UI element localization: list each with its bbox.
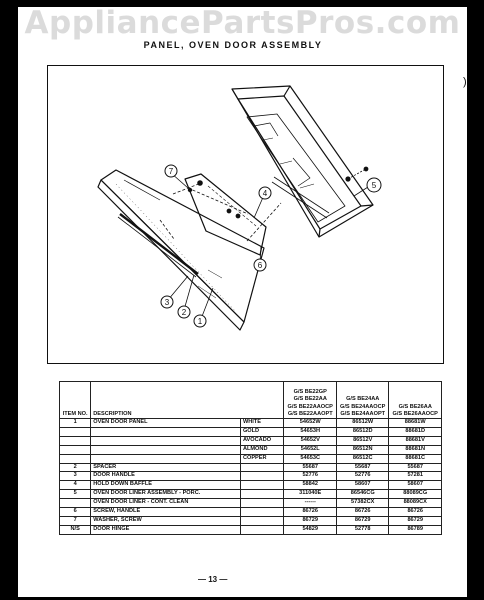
cell-part-be24: 86512V <box>336 436 388 445</box>
table-row <box>60 499 442 508</box>
callout-2 <box>178 306 190 318</box>
cell-item-no: 3 <box>60 472 91 481</box>
table-row <box>60 436 442 445</box>
cell-part-be22: 54652V <box>284 436 336 445</box>
cell-item-no: 2 <box>60 463 91 472</box>
cell-part-be22: 54829 <box>284 525 336 534</box>
cell-item-no: 6 <box>60 508 91 517</box>
cell-part-be24: 52778 <box>336 525 388 534</box>
cell-part-be26: 88089CG <box>389 490 442 499</box>
cell-part-be26: 86789 <box>389 525 442 534</box>
cell-part-be24: 57382CX <box>336 499 388 508</box>
svg-text:6: 6 <box>257 261 263 270</box>
cell-part-be26: 55687 <box>389 463 442 472</box>
cell-part-be26: 88681W <box>389 419 442 428</box>
svg-text:7: 7 <box>168 167 174 176</box>
cell-color: ALMOND <box>240 445 284 454</box>
header-item-no: ITEM NO. <box>60 382 91 419</box>
cell-part-be24: 86729 <box>336 516 388 525</box>
svg-text:3: 3 <box>164 298 170 307</box>
cell-description: OVEN DOOR PANEL <box>91 419 241 428</box>
svg-text:2: 2 <box>181 308 187 317</box>
exploded-view-drawing <box>48 66 443 363</box>
cell-description <box>91 454 241 463</box>
table-row <box>60 472 442 481</box>
cell-description: WASHER, SCREW <box>91 516 241 525</box>
cell-part-be26: 58607 <box>389 481 442 490</box>
callout-7 <box>165 165 177 177</box>
screw-mark <box>198 181 202 185</box>
header-be24-models: G/S BE24AA G/S BE24AAOCP G/S BE24AAOPT <box>336 382 388 419</box>
cell-color <box>240 463 284 472</box>
cell-color: COPPER <box>240 454 284 463</box>
cell-description: SPACER <box>91 463 241 472</box>
cell-color: WHITE <box>240 419 284 428</box>
cell-color <box>240 481 284 490</box>
table-row <box>60 481 442 490</box>
header-be22-models: G/S BE22GP G/S BE22AA G/S BE22AAOCP G/S BE22AAOPT <box>284 382 336 419</box>
cell-item-no <box>60 454 91 463</box>
cell-part-be22: 55687 <box>284 463 336 472</box>
margin-mark: ) <box>463 76 467 88</box>
cell-description <box>91 427 241 436</box>
svg-text:1: 1 <box>197 317 203 326</box>
cell-color <box>240 499 284 508</box>
cell-part-be24: 86726 <box>336 508 388 517</box>
cell-part-be22: 54653H <box>284 427 336 436</box>
cell-part-be24: 58607 <box>336 481 388 490</box>
cell-part-be24: 55687 <box>336 463 388 472</box>
svg-text:4: 4 <box>262 189 268 198</box>
cell-part-be26: 88681D <box>389 427 442 436</box>
cell-part-be22: 86729 <box>284 516 336 525</box>
cell-description: OVEN DOOR LINER - CONT. CLEAN <box>91 499 241 508</box>
cell-item-no: 1 <box>60 419 91 428</box>
cell-description: DOOR HANDLE <box>91 472 241 481</box>
cell-description: HOLD DOWN BAFFLE <box>91 481 241 490</box>
cell-part-be24: 86512D <box>336 427 388 436</box>
door-liner-assembly <box>232 86 373 237</box>
watermark-text: AppliancePartsPros.com <box>24 7 461 41</box>
table-row <box>60 508 442 517</box>
cell-item-no: 7 <box>60 516 91 525</box>
cell-part-be26: 88681V <box>389 436 442 445</box>
cell-part-be24: 86512W <box>336 419 388 428</box>
cell-color <box>240 508 284 517</box>
table-row <box>60 490 442 499</box>
exploded-diagram <box>47 65 444 364</box>
callout-1 <box>194 315 206 327</box>
cell-color: GOLD <box>240 427 284 436</box>
cell-part-be26: 88681N <box>389 445 442 454</box>
table-row <box>60 419 442 428</box>
cell-part-be26: 88681C <box>389 454 442 463</box>
header-description: DESCRIPTION <box>91 382 284 419</box>
table-row <box>60 516 442 525</box>
cell-item-no <box>60 499 91 508</box>
cell-part-be22: ------ <box>284 499 336 508</box>
cell-description: SCREW, HANDLE <box>91 508 241 517</box>
cell-item-no <box>60 445 91 454</box>
outer-door-panel <box>98 170 264 330</box>
cell-item-no: N/S <box>60 525 91 534</box>
callout-4 <box>259 187 271 199</box>
cell-description <box>91 445 241 454</box>
cell-item-no: 4 <box>60 481 91 490</box>
cell-color: AVOCADO <box>240 436 284 445</box>
cell-color <box>240 516 284 525</box>
parts-list-table <box>59 381 442 535</box>
table-row <box>60 463 442 472</box>
cell-part-be22: 58842 <box>284 481 336 490</box>
page-number: — 13 — <box>198 575 228 584</box>
table-header-row <box>60 382 442 419</box>
cell-part-be26: 57281 <box>389 472 442 481</box>
cell-item-no <box>60 427 91 436</box>
callout-3 <box>161 296 173 308</box>
cell-part-be26: 86726 <box>389 508 442 517</box>
cell-part-be22: 54652L <box>284 445 336 454</box>
table-row <box>60 427 442 436</box>
cell-color <box>240 490 284 499</box>
cell-part-be26: 86729 <box>389 516 442 525</box>
table-row <box>60 525 442 534</box>
fastener-lines <box>160 183 248 239</box>
cell-item-no: 5 <box>60 490 91 499</box>
cell-color <box>240 472 284 481</box>
svg-text:5: 5 <box>371 181 377 190</box>
parts-sheet <box>18 7 467 597</box>
cell-part-be22: 54653C <box>284 454 336 463</box>
cell-part-be22: 311040E <box>284 490 336 499</box>
cell-color <box>240 525 284 534</box>
cell-description: DOOR HINGE <box>91 525 241 534</box>
cell-part-be22: 52776 <box>284 472 336 481</box>
cell-description: OVEN DOOR LINER ASSEMBLY - PORC. <box>91 490 241 499</box>
cell-part-be24: 86546CG <box>336 490 388 499</box>
cell-part-be24: 86512C <box>336 454 388 463</box>
table-row <box>60 445 442 454</box>
header-be26-models: G/S BE26AA G/S BE26AAOCP <box>389 382 442 419</box>
page-title: PANEL, OVEN DOOR ASSEMBLY <box>143 40 323 50</box>
cell-part-be24: 86512N <box>336 445 388 454</box>
callout-5 <box>367 178 381 192</box>
cell-part-be24: 52776 <box>336 472 388 481</box>
table-row <box>60 454 442 463</box>
callout-6 <box>254 259 266 271</box>
cell-part-be22: 54652W <box>284 419 336 428</box>
cell-item-no <box>60 436 91 445</box>
cell-description <box>91 436 241 445</box>
cell-part-be26: 88089CX <box>389 499 442 508</box>
cell-part-be22: 86726 <box>284 508 336 517</box>
